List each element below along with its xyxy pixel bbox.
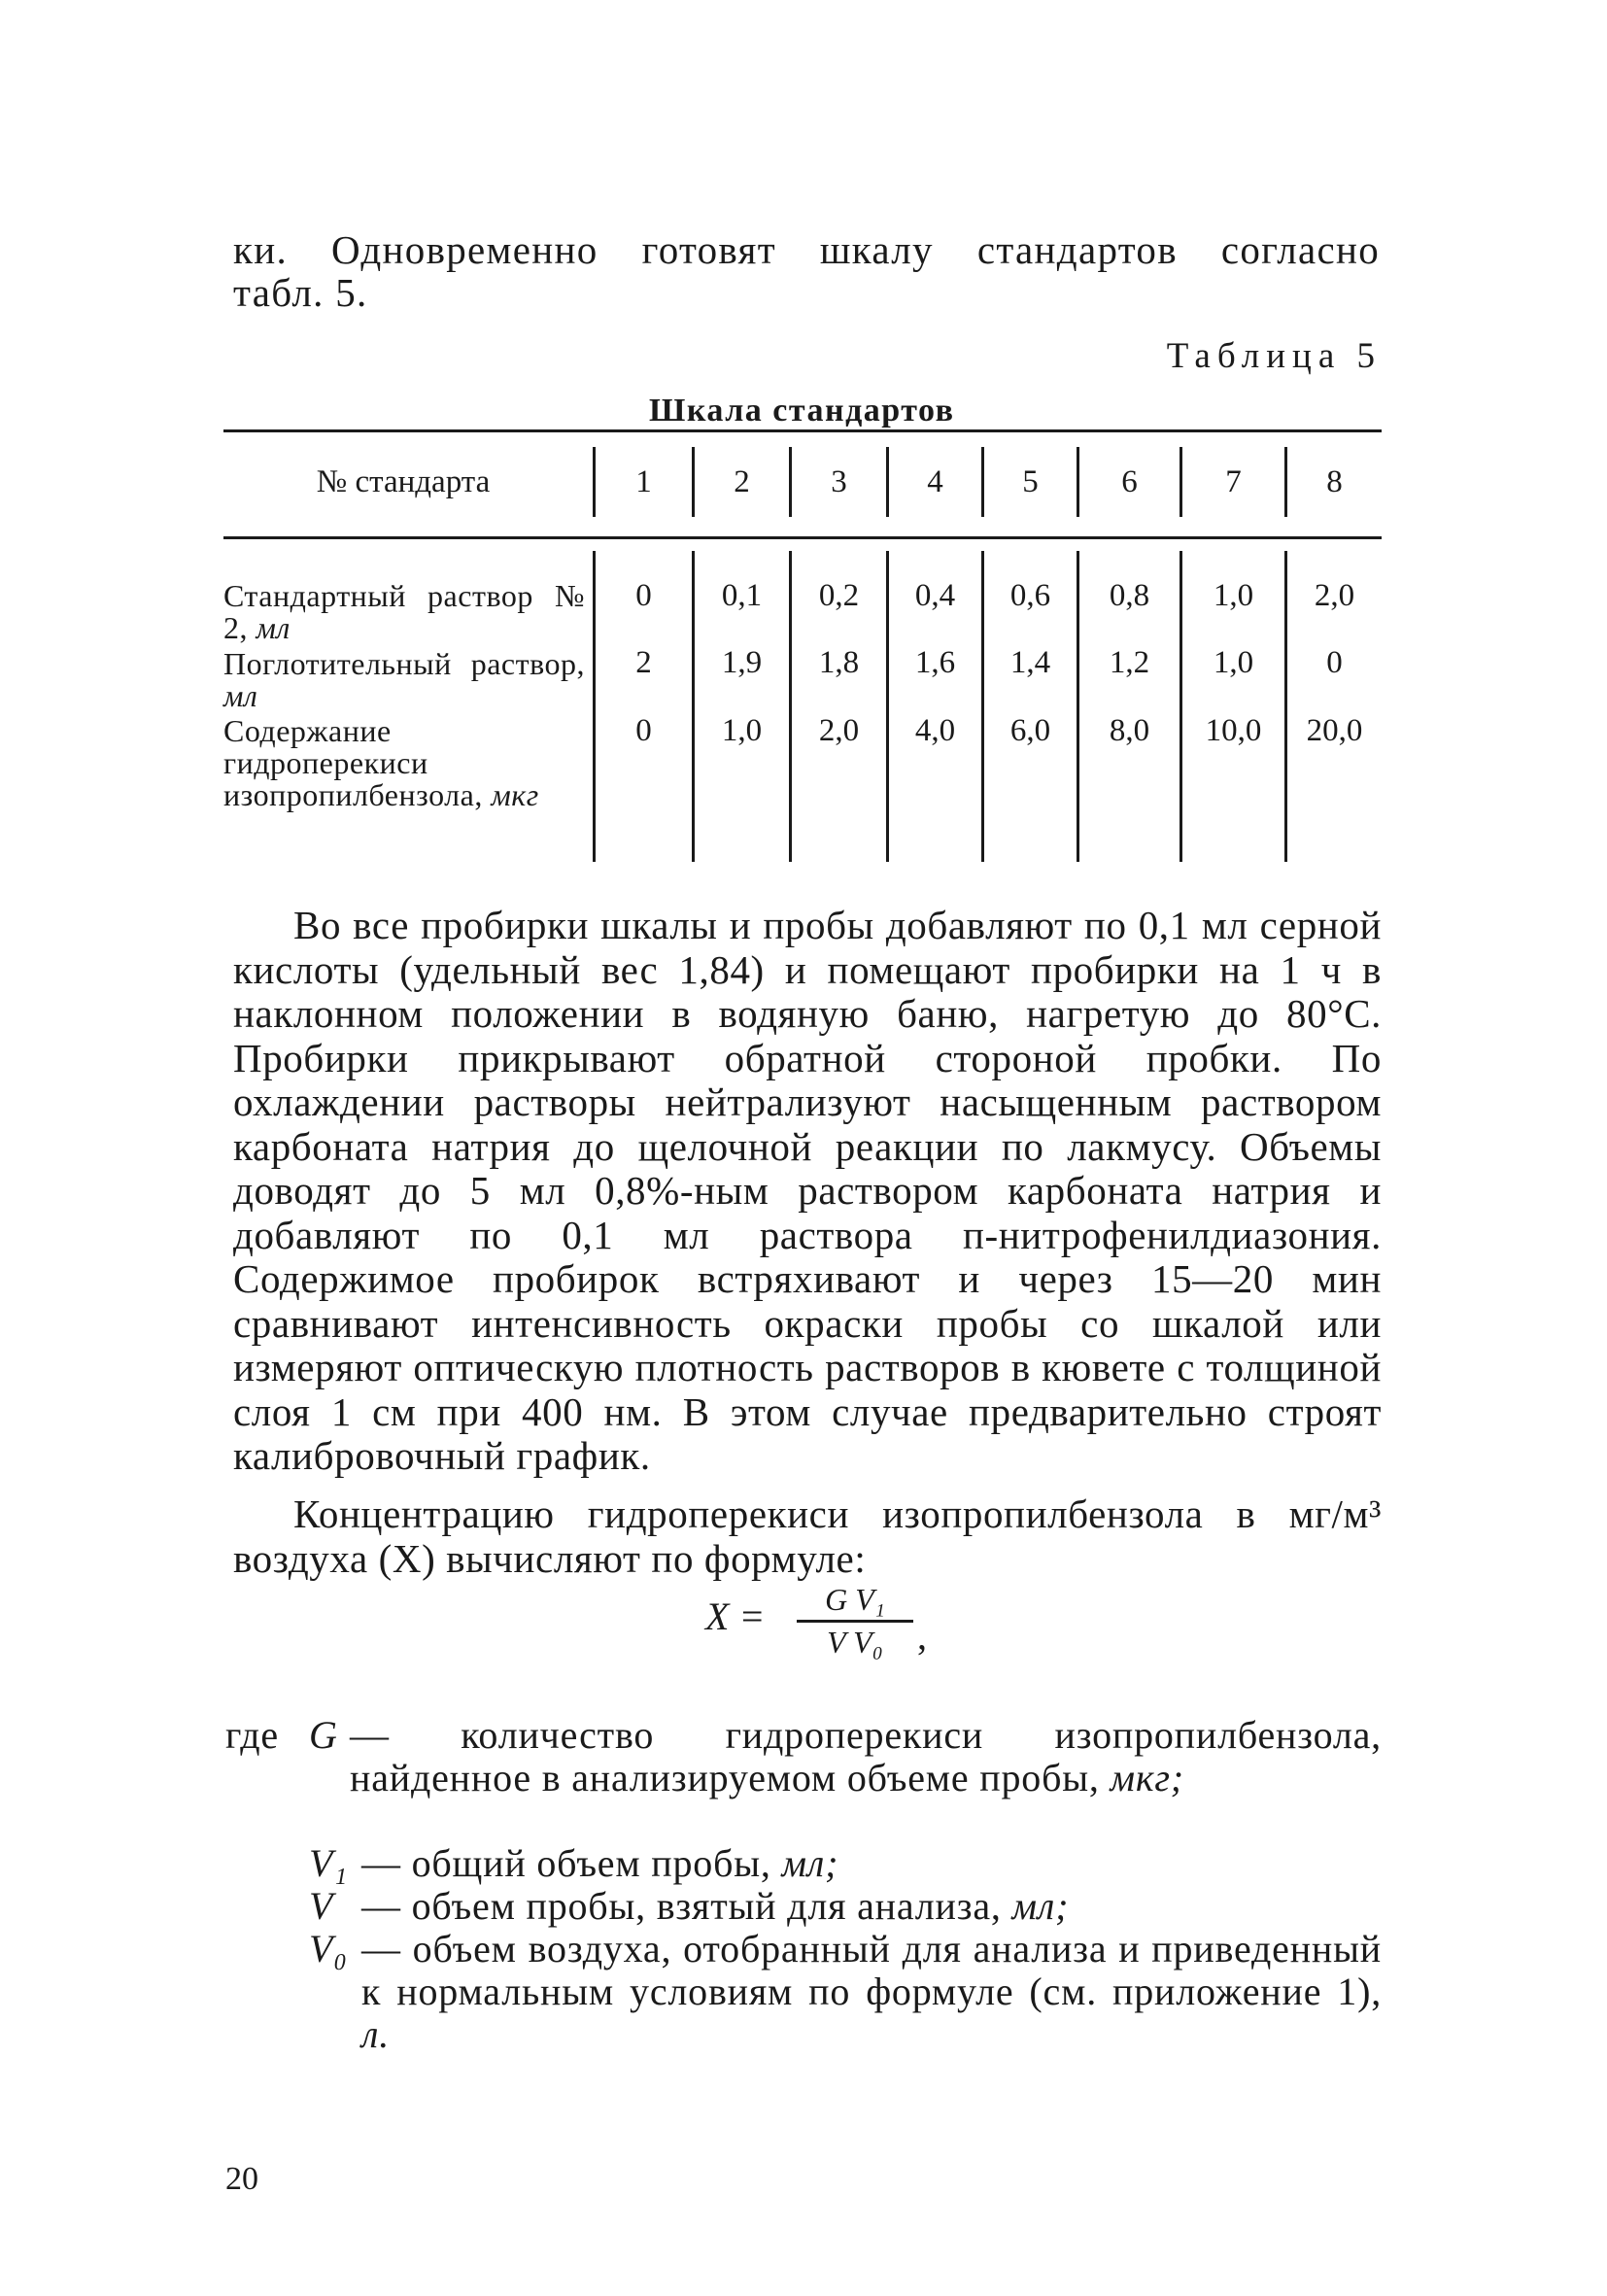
table-cell: 20,0 <box>1306 713 1363 748</box>
standards-table <box>223 429 1382 861</box>
table-cell: 1,0 <box>721 713 763 748</box>
table-cell: 0,4 <box>914 578 956 613</box>
table-cell: 0 <box>635 713 652 748</box>
table-cell: 1,0 <box>1213 645 1254 680</box>
header-col: 4 <box>927 464 943 499</box>
paragraph-concentration: Концентрацию гидроперекиси изопропилбензола в мг/м³ воздуха (X) вычисляют по формуле: <box>233 1491 1382 1581</box>
concentration-paragraph <box>233 1492 1382 1581</box>
table-cell: 2,0 <box>818 713 860 748</box>
legend-item-v1: — общий объем пробы, мл; <box>361 1841 839 1885</box>
table-cell: 1,9 <box>721 645 763 680</box>
formula-numerator: G V₁ <box>825 1582 885 1617</box>
header-col: 5 <box>1022 464 1039 499</box>
table-cell: 4,0 <box>914 713 956 748</box>
formula-comma: , <box>917 1614 927 1658</box>
table-number: Таблица 5 <box>1166 336 1382 376</box>
row-label-hydroperoxide-content: Содержание гидроперекиси изопропилбензола, мкг <box>223 713 539 812</box>
legend-symbol-v0: V₀ <box>309 1927 348 1970</box>
table-cell: 6,0 <box>1009 713 1051 748</box>
legend-symbol-v: V <box>309 1884 334 1928</box>
table-cell: 0,6 <box>1009 578 1051 613</box>
table-cell: 1,0 <box>1213 578 1254 613</box>
table-cell: 1,4 <box>1009 645 1051 680</box>
table-cell: 0 <box>1326 645 1343 680</box>
formula-fraction <box>797 1582 913 1661</box>
legend-symbol-g: G <box>309 1713 338 1757</box>
legend-item-v: — объем пробы, взятый для анализа, мл; <box>361 1884 1070 1928</box>
legend-item-v0: — объем воздуха, отобранный для анализа и приведенный к нормальным условиям по формуле (см. приложение 1), л. <box>361 1927 1382 2056</box>
formula-lhs: X = <box>705 1594 766 1638</box>
header-col: 3 <box>831 464 847 499</box>
procedure-paragraph <box>233 904 1382 1479</box>
header-col: 2 <box>734 464 750 499</box>
table-header-rule <box>223 536 1382 539</box>
table-top-rule <box>223 429 1382 432</box>
table-cell: 0,1 <box>721 578 763 613</box>
header-col: 1 <box>635 464 652 499</box>
table-title: Шкала стандартов <box>649 393 955 428</box>
table-cell: 10,0 <box>1205 713 1262 748</box>
intro-line-1: ки. Одновременно готовят шкалу стандартов согласно <box>233 227 1380 272</box>
formula-denominator: V V₀ <box>827 1625 883 1660</box>
row-label-absorbing-solution: Поглотительный раствор, мл <box>223 646 585 713</box>
table-cell: 0,2 <box>818 578 860 613</box>
header-col: 8 <box>1326 464 1343 499</box>
header-standard-number: № стандарта <box>316 464 491 499</box>
table-cell: 8,0 <box>1109 713 1150 748</box>
fraction-bar <box>797 1620 913 1623</box>
table-cell: 2,0 <box>1314 578 1355 613</box>
table-cell: 1,8 <box>818 645 860 680</box>
table-cell: 2 <box>635 645 652 680</box>
intro-line-2: табл. 5. <box>233 270 368 315</box>
header-col: 6 <box>1121 464 1138 499</box>
row-label-standard-solution: Стандартный раствор № 2, мл <box>223 578 585 645</box>
table-cell: 0,8 <box>1109 578 1150 613</box>
legend-symbol-v1: V₁ <box>309 1841 348 1885</box>
table-cell: 1,6 <box>914 645 956 680</box>
legend-lead: где <box>225 1713 279 1757</box>
header-col: 7 <box>1225 464 1242 499</box>
legend-item-g: — количество гидроперекиси изопропилбензола, найденное в анализируемом объеме пробы, мкг; <box>350 1713 1382 1799</box>
table-cell: 1,2 <box>1109 645 1150 680</box>
table-cell: 0 <box>635 578 652 613</box>
page-number: 20 <box>225 2161 258 2197</box>
paragraph-procedure: Во все пробирки шкалы и пробы добавляют по 0,1 мл серной кислоты (удельный вес 1,84) и помещают пробирки на 1 ч в наклонном положении в водяную баню, нагретую до 80°С. Пробирки прикрывают обратной стороной пробки. По охлаждении растворы нейтрализуют насыщенным раствором карбоната натрия до щелочной реакции по лакмусу. Объемы доводят до 5 мл 0,8%-ным раствором карбоната натрия и добавляют по 0,1 мл раствора п-нитрофенилдиазония. Содержимое пробирок встряхивают и через 15—20 мин сравнивают интенсивность окраски пробы со шкалой или измеряют оптическую плотность растворов в кювете с толщиной слоя 1 см при 400 нм. В этом случае предварительно строят калибровочный график. <box>233 903 1382 1478</box>
